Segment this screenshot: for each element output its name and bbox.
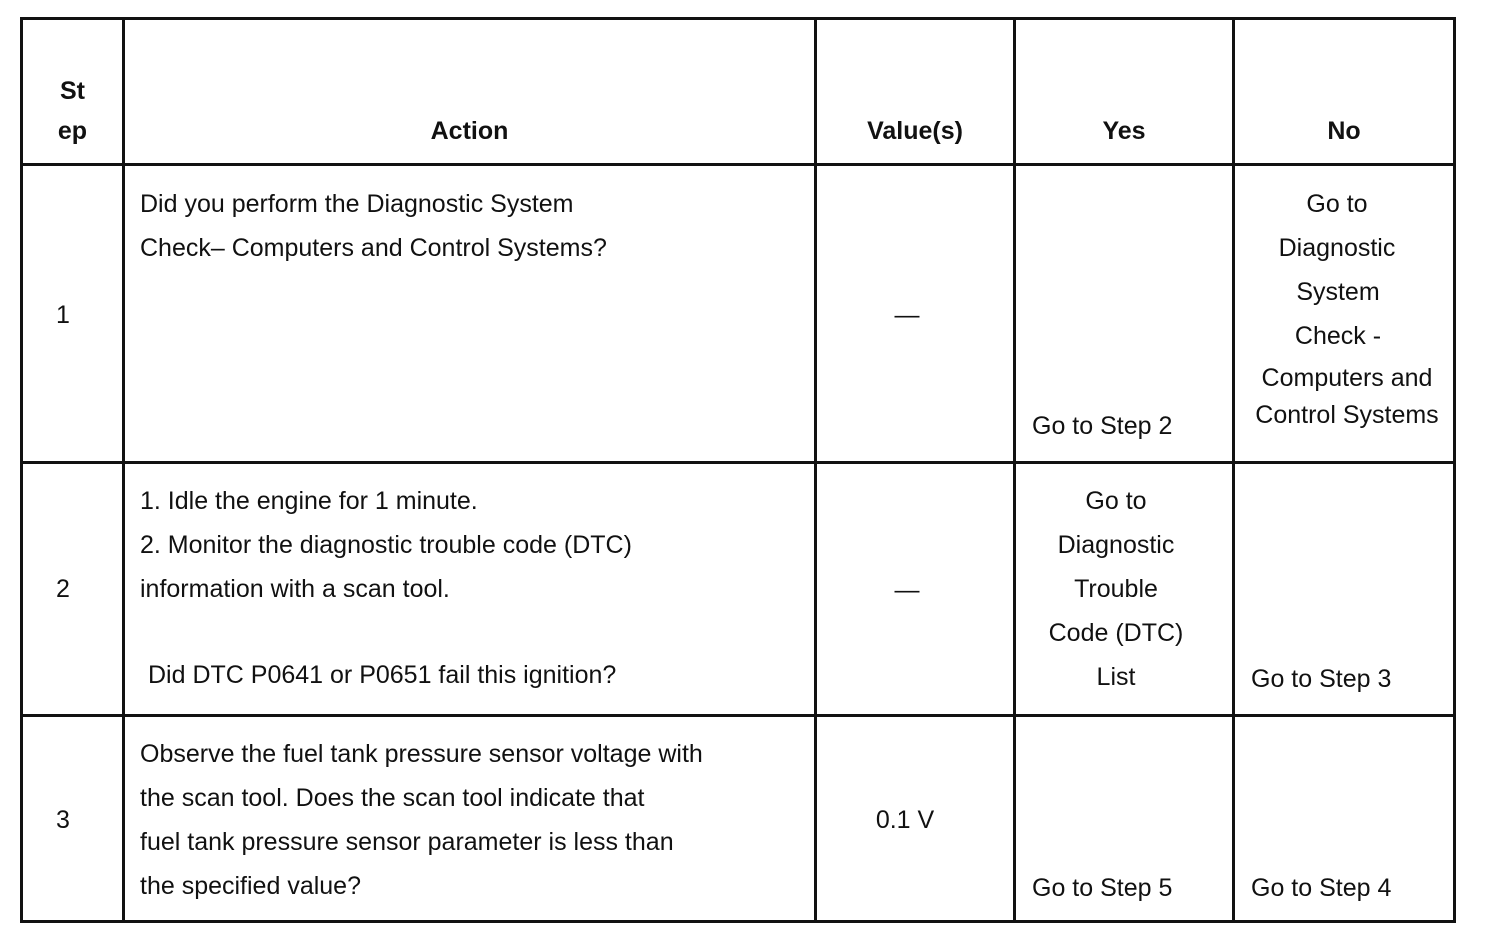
- row-2-action-line-2: 2. Monitor the diagnostic trouble code (DTC): [140, 531, 632, 559]
- row-3-yes: Go to Step 5: [1032, 874, 1173, 902]
- table-border-left: [20, 17, 23, 923]
- row-1-no-line-3: System: [1296, 278, 1380, 306]
- row-2-yes-line-3: Trouble: [1074, 575, 1158, 603]
- row-3-action-line-1: Observe the fuel tank pressure sensor voltage with: [140, 740, 703, 768]
- row-3-value: 0.1 V: [875, 806, 935, 834]
- row-2-yes-line-2: Diagnostic: [1057, 531, 1175, 559]
- row-1-step: 1: [56, 301, 70, 329]
- header-yes: Yes: [1102, 117, 1146, 145]
- row-3-action-line-3: fuel tank pressure sensor parameter is less than: [140, 828, 674, 856]
- row-3-action-line-4: the specified value?: [140, 872, 361, 900]
- header-step-line-2: ep: [57, 117, 88, 145]
- row-3-step: 3: [56, 806, 70, 834]
- header-action: Action: [430, 117, 509, 145]
- row-2-action: [140, 479, 810, 697]
- header-step-line-1: St: [60, 77, 85, 105]
- row-1-value: —: [894, 301, 920, 329]
- row-2-step: 2: [56, 575, 70, 603]
- table-border-right: [1453, 17, 1456, 923]
- row-1-no-line-2: Diagnostic: [1278, 234, 1396, 262]
- header-step: [23, 71, 122, 151]
- row-1-no-line-5: Computers and: [1261, 364, 1433, 392]
- table-border-top: [20, 17, 1456, 20]
- row-1-no-line-1: Go to: [1306, 190, 1368, 218]
- row-3-action: [140, 732, 810, 908]
- row-1-yes: Go to Step 2: [1032, 412, 1173, 440]
- row-2-yes-line-5: List: [1096, 663, 1136, 691]
- header-divider: [20, 163, 1456, 166]
- row-2-action-question: Did DTC P0641 or P0651 fail this ignition?: [148, 661, 617, 689]
- header-values: Value(s): [867, 117, 963, 145]
- row-3-no: Go to Step 4: [1251, 874, 1392, 902]
- row-divider-2: [20, 714, 1456, 717]
- row-2-yes-line-4: Code (DTC): [1048, 619, 1184, 647]
- row-1-no-line-6: Control Systems: [1255, 401, 1439, 429]
- row-2-yes-line-1: Go to: [1085, 487, 1147, 515]
- row-divider-1: [20, 461, 1456, 464]
- row-2-yes: [1016, 479, 1216, 699]
- row-1-no-line-4: Check -: [1294, 322, 1382, 350]
- header-no: No: [1327, 117, 1361, 145]
- row-2-action-line-1: 1. Idle the engine for 1 minute.: [140, 487, 478, 515]
- row-2-action-line-3: information with a scan tool.: [140, 575, 450, 603]
- table-border-bottom: [20, 920, 1456, 923]
- row-2-value: —: [894, 576, 920, 604]
- row-1-no: [1235, 182, 1459, 432]
- row-1-action: [140, 182, 810, 270]
- row-1-action-line-2: Check– Computers and Control Systems?: [140, 234, 607, 262]
- row-1-action-line-1: Did you perform the Diagnostic System: [140, 190, 574, 218]
- row-2-no: Go to Step 3: [1251, 665, 1392, 693]
- diagnostic-table: [20, 17, 1456, 923]
- row-3-action-line-2: the scan tool. Does the scan tool indicate that: [140, 784, 645, 812]
